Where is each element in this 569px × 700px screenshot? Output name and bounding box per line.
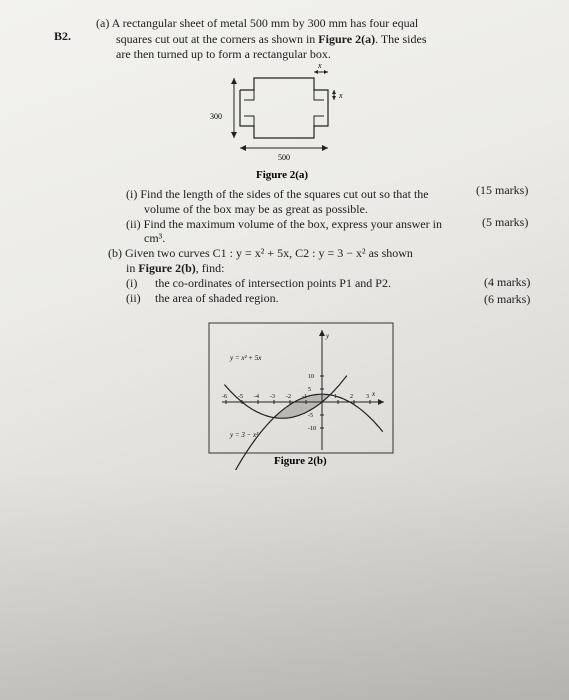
- part-b-line1: (b) Given two curves C1 : y = x² + 5x, C2 : y = 3 − x² as shown: [108, 246, 413, 260]
- figure-2b: [208, 322, 394, 470]
- y-tick-label: 10: [308, 374, 314, 380]
- curve-c1-label: y = x² + 5x: [230, 354, 262, 362]
- x-side-arrow-up: [332, 90, 336, 94]
- part-a-ii-line2: cm³.: [144, 231, 166, 245]
- part-b-ii-text: the area of shaded region.: [155, 291, 279, 305]
- x-side-label: x: [339, 91, 343, 100]
- part-b-i-num: (i): [126, 276, 138, 290]
- x-tick-label: -1: [302, 394, 307, 400]
- part-a-line3: are then turned up to form a rectangular box.: [116, 47, 331, 61]
- x-top-arrow-right: [324, 70, 328, 74]
- x-tick-label: -4: [254, 394, 259, 400]
- figure-2a: [200, 60, 370, 185]
- y-tick-label: -5: [308, 413, 313, 419]
- part-b-ii-num: (ii): [126, 291, 141, 305]
- part-a-i-line2: volume of the box may be as great as possible.: [144, 202, 368, 216]
- corner-square-tr: [314, 90, 324, 100]
- height-arrow-up: [231, 78, 237, 84]
- y-axis-arrow: [319, 330, 325, 336]
- part-b-i-marks: (4 marks): [484, 275, 531, 289]
- part-b-i-text: the co-ordinates of intersection points P1 and P2.: [155, 276, 391, 290]
- x-tick-label: -5: [238, 394, 243, 400]
- x-tick-label: 2: [350, 394, 353, 400]
- page-shadow: [0, 470, 569, 700]
- x-tick-label: -3: [270, 394, 275, 400]
- question-number: B2.: [54, 29, 72, 43]
- x-tick-label: -6: [222, 394, 227, 400]
- x-tick-label: 1: [334, 394, 337, 400]
- width-arrow-right: [322, 145, 328, 151]
- x-side-arrow-down: [332, 96, 336, 100]
- height-arrow-down: [231, 132, 237, 138]
- width-arrow-left: [240, 145, 246, 151]
- part-a-i-marks: (15 marks): [476, 183, 529, 197]
- corner-square-bl: [244, 116, 254, 126]
- corner-square-tl: [244, 90, 254, 100]
- part-a-ii-line1: (ii) Find the maximum volume of the box, express your answer in: [126, 217, 442, 231]
- y-tick-label: -10: [308, 426, 316, 432]
- x-top-label: x: [318, 61, 322, 70]
- sheet-net-outline: [240, 78, 328, 138]
- figure-2a-caption: Figure 2(a): [256, 169, 309, 181]
- width-label: 500: [278, 153, 290, 162]
- part-a-line1: (a) A rectangular sheet of metal 500 mm by 300 mm has four equal: [96, 16, 419, 30]
- x-tick-label: 3: [366, 394, 369, 400]
- x-axis-arrow: [378, 399, 384, 405]
- x-axis-label: x: [372, 390, 376, 398]
- part-b-ii-marks: (6 marks): [484, 292, 531, 306]
- x-top-arrow-left: [314, 70, 318, 74]
- curve-c2-label: y = 3 − x²: [230, 431, 259, 439]
- part-a-line2: squares cut out at the corners as shown in Figure 2(a). The sides: [116, 32, 427, 46]
- corner-square-br: [314, 116, 324, 126]
- figure-2b-caption: Figure 2(b): [274, 455, 327, 467]
- part-a-ii-marks: (5 marks): [482, 215, 529, 229]
- height-label: 300: [210, 112, 222, 121]
- x-tick-label: -2: [286, 394, 291, 400]
- y-tick-label: 5: [308, 387, 311, 393]
- y-axis-label: y: [326, 332, 330, 340]
- part-a-i-line1: (i) Find the length of the sides of the squares cut out so that the: [126, 187, 429, 201]
- part-b-line2: in Figure 2(b), find:: [126, 261, 225, 275]
